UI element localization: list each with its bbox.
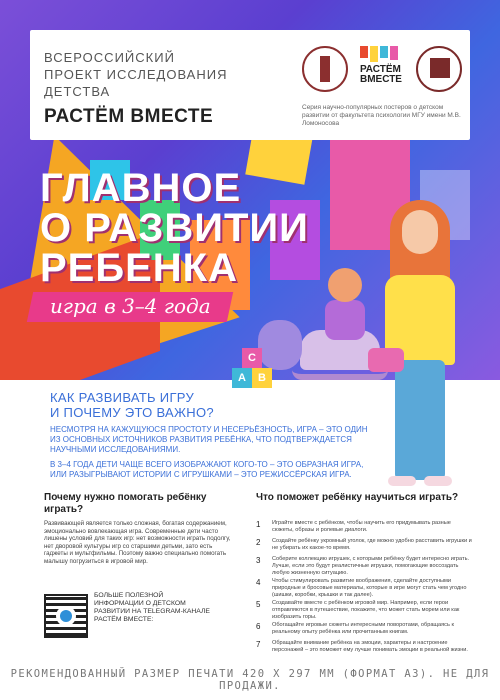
woman-shoe-right (424, 476, 452, 486)
tip-text: Обогащайте игровые сюжеты интересными поворотами, обращаясь к реальному опыту ребёнка или прочитанным книгам. (272, 622, 454, 635)
main-title-line-3: РЕБЕНКА (40, 246, 238, 290)
girl-body (325, 300, 365, 340)
toy-car (368, 348, 404, 372)
girl-head (328, 268, 362, 302)
left-heading: Почему нужно помогать ребёнку играть? (44, 492, 207, 515)
header-card (30, 30, 470, 140)
footer-note: РЕКОМЕНДОВАННЫЙ РАЗМЕР ПЕЧАТИ 420 Х 297 ММ (ФОРМАТ А3). НЕ ДЛЯ ПРОДАЖИ. (10, 668, 490, 692)
tip-number: 3 (256, 556, 261, 565)
cube-letter: B (258, 372, 266, 384)
project-line-3: ДЕТСТВА (44, 84, 111, 99)
tip-number: 7 (256, 640, 261, 649)
msu-logo-icon (302, 46, 348, 92)
tip-text: Обращайте внимание ребёнка на эмоции, характеры и настроение персонажей – это поможет ему лучше понимать эмоции в реальной жизни. (272, 640, 468, 653)
telegram-icon (60, 610, 72, 622)
logo-rv-text-2: ВМЕСТЕ (360, 74, 402, 85)
tip-number: 2 (256, 538, 261, 547)
logo-blocks-icon (360, 46, 406, 62)
intro-question-line-2: И ПОЧЕМУ ЭТО ВАЖНО? (50, 405, 214, 420)
main-title-line-1: ГЛАВНОЕ (40, 166, 242, 210)
tip-text: Играйте вместе с ребёнком, чтобы научить его придумывать разные сюжеты, образы и ролевые диалоги. (272, 520, 451, 533)
logo-rv-text-1: РАСТЁМ (360, 64, 401, 75)
letter-cube-a (232, 368, 252, 388)
woman-face (402, 210, 438, 254)
tip-number: 1 (256, 520, 261, 529)
intro-question-line-1: КАК РАЗВИВАТЬ ИГРУ (50, 390, 195, 405)
project-line-2: ПРОЕКТ ИССЛЕДОВАНИЯ (44, 67, 228, 82)
telegram-caption: БОЛЬШЕ ПОЛЕЗНОЙ ИНФОРМАЦИИ О ДЕТСКОМ РАЗВИТИИ НА TELEGRAM-КАНАЛЕ РАСТЁМ ВМЕСТЕ: (94, 592, 210, 623)
letter-cube-c (242, 348, 262, 368)
series-description: Серия научно-популярных постеров о детском развитии от факультета психологии МГУ имени М.В. Ломоносова (302, 104, 461, 127)
woman-shoe-left (388, 476, 416, 486)
cube-letter: A (238, 372, 246, 384)
intro-paragraph-1: НЕСМОТРЯ НА КАЖУЩУЮСЯ ПРОСТОТУ И НЕСЕРЬЁЗНОСТЬ, ИГРА – ЭТО ОДИН ИЗ ОСНОВНЫХ ИСТОЧНИКОВ РАЗВИТИЯ РЕБЁНКА, ЧТО ПОДТВЕРЖДАЕТСЯ НАУЧНЫМИ ИССЛЕДОВАНИЯМИ. (50, 425, 368, 454)
left-body-text: Развивающей является только сложная, богатая содержанием, эмоционально вовлекающая игра. Современные дети часто лишены условий для таких игр: нет возможности играть подолгу, нет дворовой культуры игр со старшими детьми, зато есть гаджеты и мультфильмы. Поэтому важно специально помогать малышу погрузиться в игровой мир. (44, 520, 231, 565)
tip-text: Соберите коллекцию игрушек, с которыми ребёнку будет интересно играть. Лучше, если это будут реалистичные игрушки, помогающие воссоздать любую жизненную ситуацию. (272, 556, 470, 576)
tip-number: 4 (256, 578, 261, 587)
brand-title: РАСТЁМ ВМЕСТЕ (44, 106, 214, 127)
woman-jeans (395, 360, 445, 480)
tip-number: 5 (256, 600, 261, 609)
cube-letter: C (248, 352, 256, 364)
letter-cube-b (252, 368, 272, 388)
tip-text: Создайте ребёнку укромный уголок, где можно удобно расставить игрушки и не убирать их какое-то время. (272, 538, 472, 551)
psychology-faculty-logo-icon (416, 46, 462, 92)
intro-paragraph-2: В 3–4 ГОДА ДЕТИ ЧАЩЕ ВСЕГО ИЗОБРАЖАЮТ КОГО-ТО – ЭТО ОБРАЗНАЯ ИГРА, ИЛИ РАЗЫГРЫВАЮТ ИСТОРИИ С ИГРУШКАМИ – ЭТО РЕЖИССЁРСКАЯ ИГРА. (50, 460, 364, 479)
tip-number: 6 (256, 622, 261, 631)
right-heading: Что поможет ребёнку научиться играть? (256, 492, 459, 503)
rastem-vmeste-logo (360, 46, 406, 92)
tip-text: Создавайте вместе с ребёнком игровой мир. Например, если герои отправляются в путешествие, покажите, что может стать морем или как изобразить горы. (272, 600, 460, 620)
project-line-1: ВСЕРОССИЙСКИЙ (44, 50, 175, 65)
main-title-line-2: О РАЗВИТИИ (40, 206, 309, 250)
subtitle: игра в 3–4 года (50, 294, 211, 318)
toy-elephant (258, 320, 302, 370)
tip-text: Чтобы стимулировать развитие воображения, сделайте доступными природные и бросовые материалы, которые в игре могут стать чем угодно (шишки, коробки, крышки и так далее). (272, 578, 467, 598)
